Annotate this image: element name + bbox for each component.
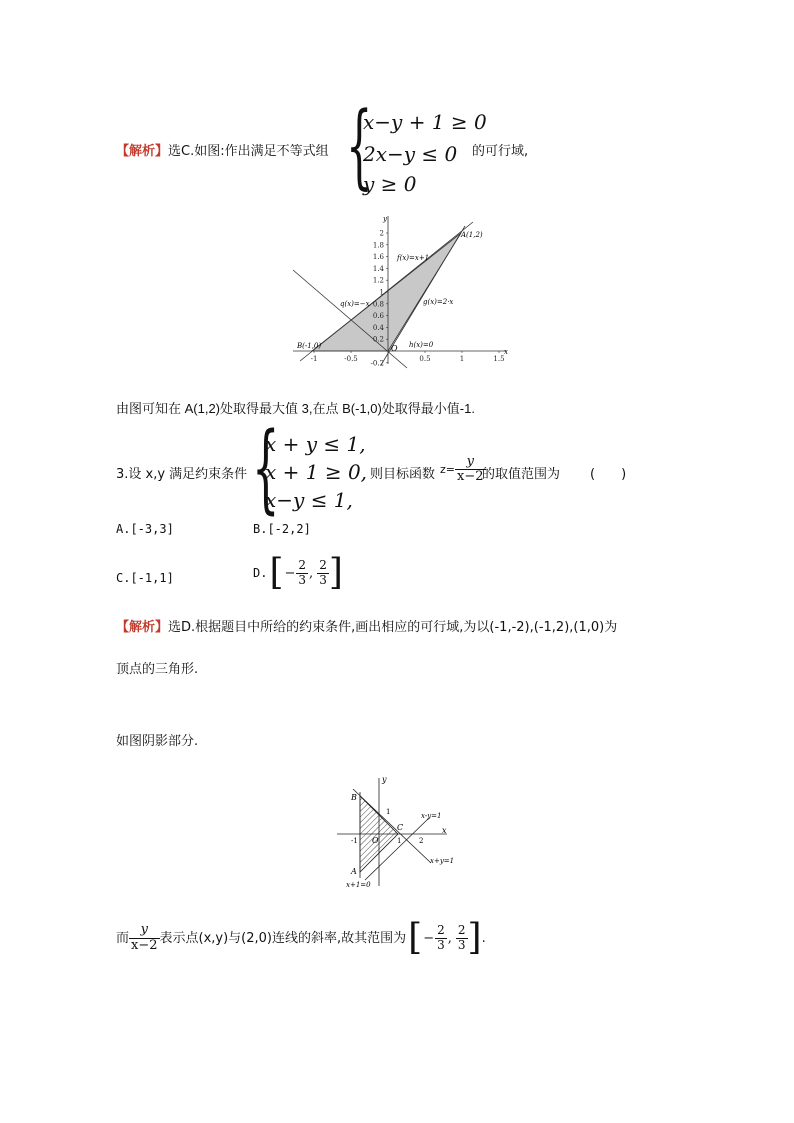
option-D: D. [ − $\frac{2}{3}$ , $\frac{2}{3}$ ]	[253, 552, 343, 593]
final-left-frac	[435, 924, 447, 951]
g2-label-A: A	[351, 867, 357, 876]
final-bracket-left: [	[408, 917, 423, 958]
option-D-right-frac	[317, 559, 329, 586]
label-g: g(x)=2·x	[423, 298, 454, 306]
label-B: B(-1,0)	[297, 342, 322, 350]
final-left-den: 3	[437, 937, 445, 952]
g2-tick-neg1: -1	[351, 837, 358, 845]
g1-y-tick-label: 1.6	[372, 253, 384, 262]
g2-label-B: B	[351, 793, 357, 802]
g1-y-tick-label: 1	[379, 288, 384, 297]
g1-x-tick-label: 1	[459, 355, 465, 363]
label-h: h(x)=0	[409, 341, 434, 349]
constraint-3b: x + 1 ≥ 0,	[265, 460, 368, 484]
option-D-right-num: 2	[319, 558, 327, 573]
final-prefix: 而	[116, 930, 130, 946]
g1-y-tick-label: 1.4	[372, 264, 384, 273]
g1-origin: O	[391, 344, 398, 353]
final-frac-num: y	[140, 922, 148, 938]
option-D-left-den: 3	[298, 572, 307, 587]
frac-den: x−2	[457, 469, 484, 485]
g1-y-tick-label: 1.8	[372, 241, 384, 250]
bracket-right: ]	[328, 552, 343, 593]
g1-y-tick-label: 1.2	[372, 276, 384, 285]
solution-3-line3: 如图阴影部分.	[116, 734, 199, 749]
g1-y-tick-label: 0.4	[372, 323, 384, 332]
g1-y-tick-label: -0.2	[370, 359, 384, 368]
g2-label-O: O	[372, 836, 379, 845]
feasible-region-graph-2	[335, 774, 460, 892]
q3-prefix: 3.设 x,y 满足约束条件	[116, 467, 248, 482]
g2-tick-2x: 2	[419, 837, 424, 845]
final-text: 表示点(x,y)与(2,0)连线的斜率,故其范围为	[159, 930, 407, 946]
system-brace-3: {	[252, 412, 280, 524]
inequality-1a: x−y + 1 ≥ 0	[363, 110, 487, 134]
g1-y-tick-label: 2	[379, 229, 384, 238]
solution-tag-3: 【解析】	[116, 620, 169, 635]
g1-x-tick-label: -0.5	[344, 355, 358, 363]
g1-x-tick-label: -1	[310, 355, 318, 363]
z-label: z=	[440, 463, 455, 477]
g1-y-label: y	[383, 215, 387, 223]
g2-line-label-xp1: x+1=0	[346, 881, 371, 889]
g2-tick-1x: 1	[397, 837, 402, 845]
option-D-label: D.	[253, 566, 268, 580]
solution-1-text: 选C.如图:作出满足不等式组	[168, 144, 329, 159]
final-left-num: 2	[437, 923, 445, 938]
solution-3-line2: 顶点的三角形.	[116, 662, 199, 677]
final-bracket-right: ]	[467, 917, 482, 958]
objective-fraction	[455, 455, 486, 485]
g2-y-label: y	[382, 775, 387, 784]
q3-suffix: 的取值范围为	[482, 467, 561, 482]
g1-y-tick-label: 0.8	[372, 300, 384, 309]
inequality-1c: y ≥ 0	[363, 172, 417, 196]
final-right-den: 3	[457, 937, 466, 952]
option-A: A.[-3,3]	[116, 522, 174, 536]
constraint-3c: x−y ≤ 1,	[265, 488, 353, 512]
feasible-region-graph-1	[285, 212, 515, 374]
frac-num: y	[466, 454, 474, 469]
solution-tag: 【解析】	[116, 144, 169, 159]
final-right-frac	[456, 924, 468, 951]
solution-3-line1	[116, 621, 617, 634]
g2-tick-1y: 1	[386, 808, 391, 816]
g2-line-label-xmy: x-y=1	[421, 812, 442, 820]
constraint-3a: x + y ≤ 1,	[265, 432, 366, 456]
g1-y-tick-label: 0.2	[372, 335, 384, 344]
label-A: A(1,2)	[461, 231, 483, 239]
option-D-left-num: 2	[298, 558, 307, 573]
final-frac-den: x−2	[131, 937, 158, 953]
bracket-left: [	[269, 552, 284, 593]
final-end: .	[481, 930, 486, 946]
solution-3-text: 选D.根据题目中所给的约束条件,画出相应的可行域,为以(-1,-2),(-1,2),(1,0)为	[168, 620, 618, 635]
final-statement: 而 $\frac{y}{x-2}$ 表示点(x,y)与(2,0)连线的斜率,故其范围为 [ − $\frac{2}{3}$ , $\frac{2}{3}$ ] .	[116, 917, 486, 958]
inequality-1b: 2x−y ≤ 0	[363, 142, 458, 166]
g2-label-C: C	[397, 823, 404, 832]
label-f: f(x)=x+1	[397, 254, 430, 262]
option-B: B.[-2,2]	[253, 522, 311, 536]
answer-parentheses: ( )	[590, 467, 627, 482]
conclusion-1: 由图可知在 A(1,2)处取得最大值 3,在点 B(-1,0)处取得最小值-1.	[116, 401, 475, 416]
solution-1-after: 的可行域,	[472, 144, 529, 159]
g1-y-tick-label: 0.6	[372, 312, 384, 321]
g1-x-tick-label: 1.5	[493, 355, 505, 363]
g1-x-label: x	[504, 348, 508, 356]
g2-x-label: x	[442, 826, 447, 835]
objective-function	[440, 455, 486, 485]
system-brace-1: {	[346, 92, 373, 199]
option-D-right-den: 3	[319, 572, 327, 587]
option-D-left-frac	[296, 559, 308, 586]
final-right-num: 2	[457, 923, 466, 938]
g1-x-tick-label: 0.5	[419, 355, 431, 363]
q3-mid: 则目标函数	[370, 467, 436, 482]
option-C: C.[-1,1]	[116, 571, 174, 585]
g2-line-label-xpy: x+y=1	[430, 857, 455, 865]
final-fraction	[129, 923, 160, 953]
solution-1-intro	[116, 145, 329, 158]
label-q: q(x)=−x	[340, 300, 370, 308]
